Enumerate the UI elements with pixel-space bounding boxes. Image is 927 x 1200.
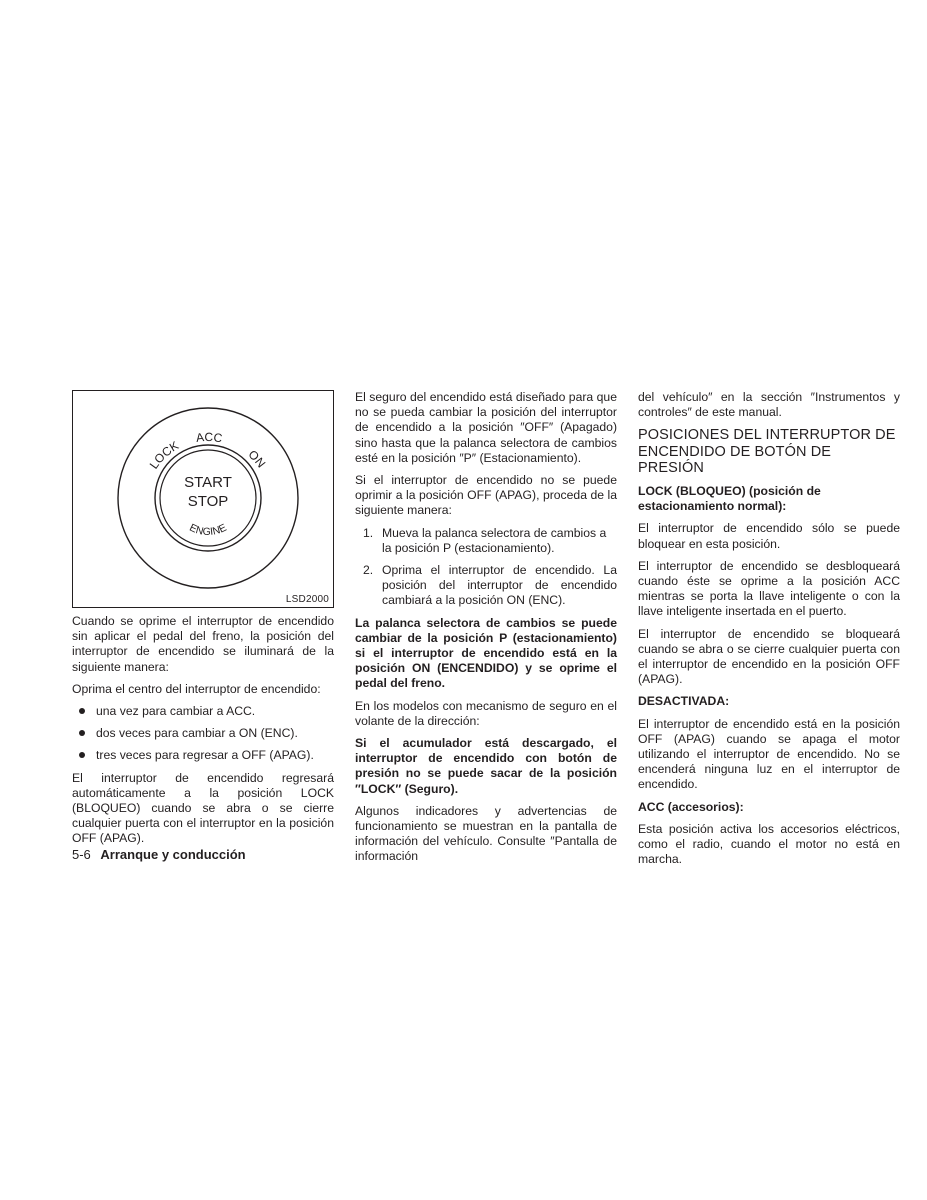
- section-heading: POSICIONES DEL INTERRUPTOR DE ENCENDIDO DE BOTÓN DE PRESIÓN: [638, 427, 896, 477]
- figure-label-engine: ENGINE: [187, 521, 229, 539]
- bullet-icon: [79, 730, 85, 736]
- bullet-list: [72, 704, 334, 764]
- subheading: ACC (accesorios):: [638, 799, 744, 814]
- figure-code: LSD2000: [285, 594, 329, 605]
- paragraph: Esta posición activa los accesorios eléctricos, como el radio, cuando el motor no está en marcha.: [638, 821, 900, 867]
- figure-label-stop: STOP: [187, 493, 229, 510]
- numbered-list: [355, 526, 617, 609]
- paragraph: El interruptor de encendido sólo se puede bloquear en esta posición.: [638, 521, 900, 551]
- column-3: [638, 390, 900, 874]
- figure-label-on: ON: [245, 447, 269, 471]
- figure-label-lock: LOCK: [146, 438, 182, 472]
- paragraph: Algunos indicadores y advertencias de funcionamiento se muestran en la pantalla de información del vehículo. Consulte ″Pantalla de información: [355, 803, 617, 864]
- bold-note: Si el acumulador está descargado, el interruptor de encendido con botón de presión no se puede sacar de la posición ″LOCK″ (Seguro).: [355, 736, 617, 796]
- push-button-ignition-switch-icon: [73, 391, 333, 607]
- subheading: LOCK (BLOQUEO) (posición de estacionamiento normal):: [638, 483, 821, 514]
- paragraph: En los modelos con mecanismo de seguro en el volante de la dirección:: [355, 698, 617, 728]
- paragraph: El interruptor de encendido se desbloqueará cuando éste se oprime a la posición ACC mientras se porta la llave inteligente o con la llave inteligente insertada en el puerto.: [638, 558, 900, 619]
- bullet-icon: [79, 752, 85, 758]
- page-number: 5-6: [72, 847, 91, 862]
- paragraph: El interruptor de encendido se bloqueará cuando se abra o se cierre cualquier puerta con el interruptor de encendido en la posición OFF (APAG).: [638, 626, 900, 687]
- paragraph: El interruptor de encendido regresará automáticamente a la posición LOCK (BLOQUEO) cuando se abra o se cierre cualquier puerta con el interruptor en la posición OFF (APAG).: [72, 770, 334, 846]
- paragraph: Oprima el centro del interruptor de encendido:: [72, 681, 321, 696]
- list-item: tres veces para regresar a OFF (APAG).: [72, 748, 334, 763]
- list-item: dos veces para cambiar a ON (ENC).: [72, 726, 334, 741]
- paragraph: El seguro del encendido está diseñado para que no se pueda cambiar la posición del interruptor de encendido a la posición ″OFF″ (Apagado) sino hasta que la palanca selectora de cambios esté en la posición ″P″ (Estacionamiento).: [355, 390, 617, 465]
- figure-label-acc: ACC: [195, 429, 224, 446]
- paragraph: Si el interruptor de encendido no se puede oprimir a la posición OFF (APAG), proceda de la siguiente manera:: [355, 473, 617, 518]
- paragraph: El interruptor de encendido está en la posición OFF (APAG) cuando se apaga el motor utilizando el interruptor de encendido. No se encenderá ninguna luz en el interruptor de encendido.: [638, 716, 900, 792]
- page-footer: [72, 847, 246, 863]
- paragraph: del vehículo″ en la sección ″Instrumentos y controles″ de este manual.: [638, 390, 900, 420]
- subheading: DESACTIVADA:: [638, 694, 730, 709]
- paragraph: Cuando se oprime el interruptor de encendido sin aplicar el pedal del freno, la posición del interruptor de encendido se iluminará de la siguiente manera:: [72, 614, 334, 674]
- bullet-icon: [79, 708, 85, 714]
- column-1: [72, 390, 334, 854]
- section-title: Arranque y conducción: [100, 847, 246, 862]
- column-2: [355, 390, 617, 872]
- ignition-switch-figure: [72, 390, 334, 608]
- bold-note: La palanca selectora de cambios se puede cambiar de la posición P (estacionamiento) si el interruptor de encendido está en la posición ON (ENCENDIDO) y se oprime el pedal del freno.: [355, 615, 617, 691]
- list-item: una vez para cambiar a ACC.: [72, 704, 334, 719]
- list-item: 1. Mueva la palanca selectora de cambios a la posición P (estacionamiento).: [363, 525, 607, 555]
- figure-label-start: START: [184, 474, 232, 491]
- list-item: 2. Oprima el interruptor de encendido. La posición del interruptor de encendido cambiará a la posición ON (ENC).: [363, 563, 617, 608]
